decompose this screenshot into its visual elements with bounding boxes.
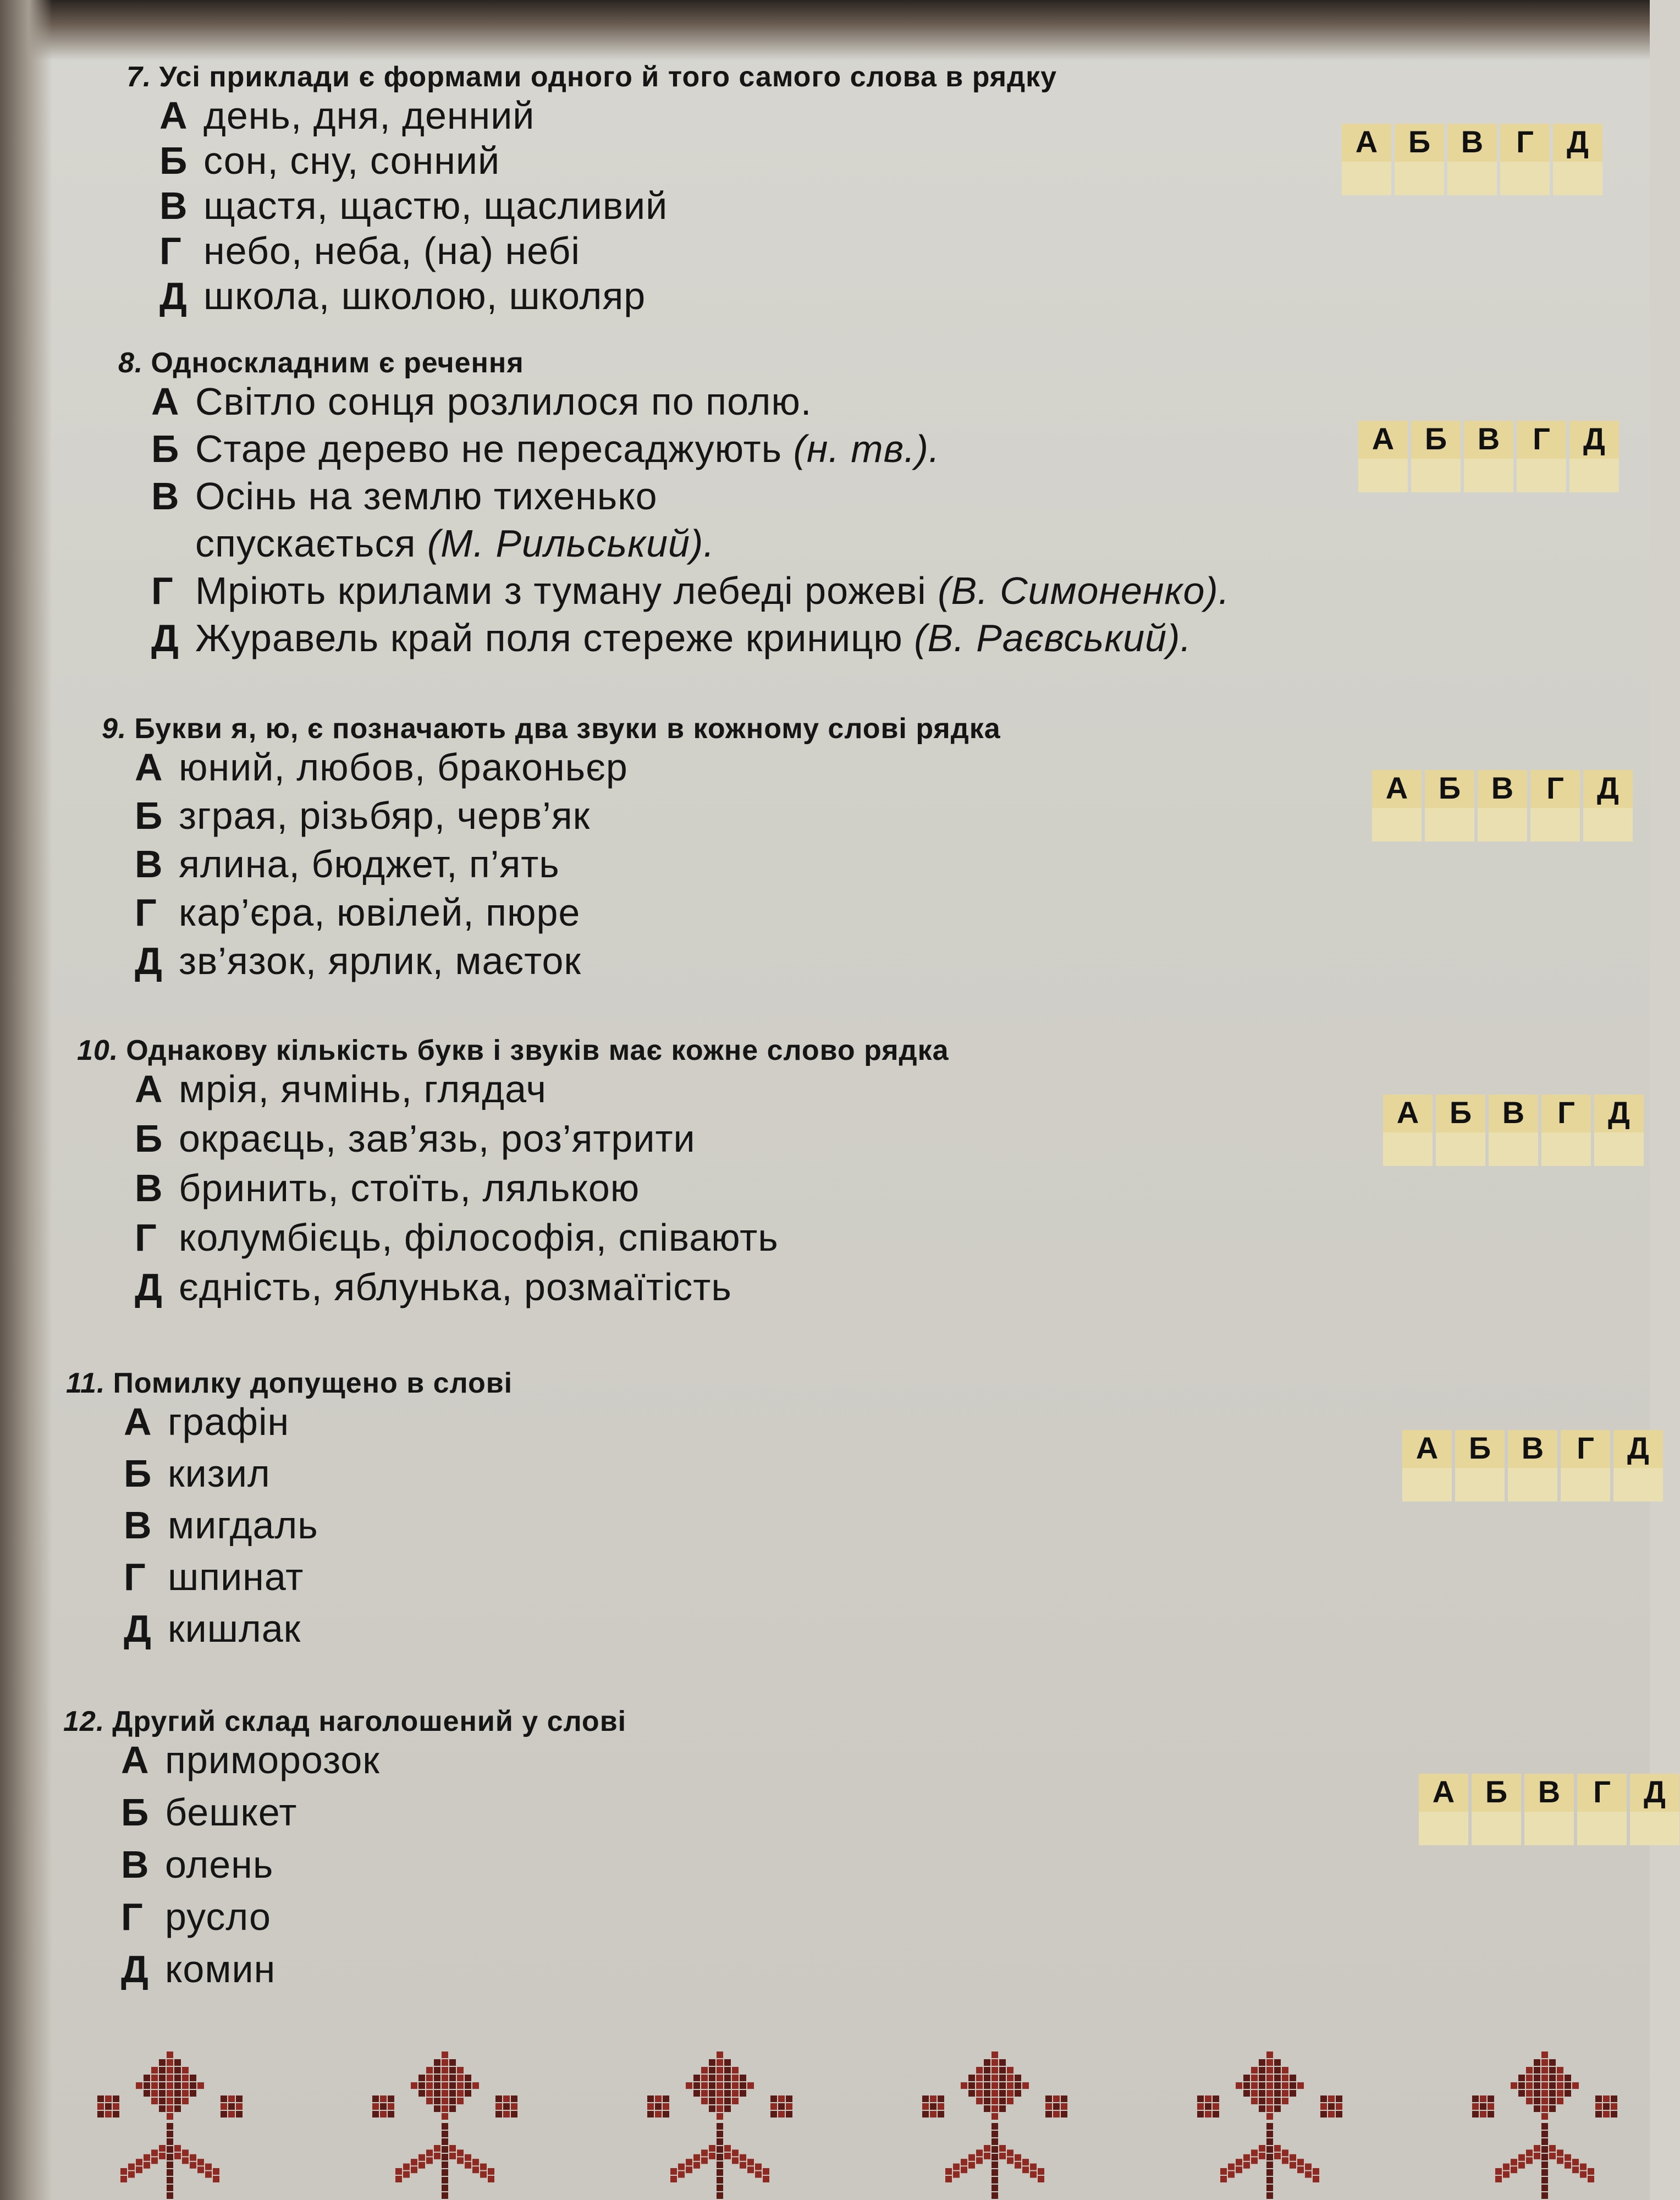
option-text: олень	[165, 1843, 274, 1886]
answer-cell-2[interactable]	[1425, 770, 1474, 842]
option-text: приморозок	[165, 1739, 380, 1781]
answer-cell-1[interactable]	[1419, 1774, 1468, 1845]
answer-cell-3[interactable]	[1489, 1094, 1538, 1166]
answer-checkbox[interactable]	[1342, 162, 1391, 195]
answer-cell-4[interactable]	[1541, 1094, 1591, 1166]
option-text: день, дня, денний	[203, 94, 535, 137]
answer-cell-letter: А	[1432, 1774, 1455, 1809]
answer-option[interactable]	[135, 939, 581, 983]
option-text: Мріють крилами з туману лебеді рожеві	[195, 569, 927, 612]
answer-cell-letter: В	[1461, 124, 1484, 159]
answer-option[interactable]	[151, 474, 658, 518]
option-letter: Б	[159, 139, 188, 182]
answer-cell-3[interactable]	[1478, 770, 1527, 842]
option-text: школа, школою, школяр	[203, 274, 646, 317]
answer-cell-letter: В	[1521, 1431, 1544, 1465]
answer-checkbox[interactable]	[1395, 162, 1444, 195]
answer-option[interactable]	[151, 521, 715, 565]
option-letter: Б	[121, 1791, 150, 1834]
option-letter: Г	[124, 1555, 146, 1598]
option-text: графін	[168, 1400, 290, 1443]
answer-cell-letter: Б	[1424, 421, 1447, 456]
ornament-flower	[1472, 2052, 1617, 2199]
answer-option[interactable]	[121, 1947, 276, 1991]
answer-cell-5[interactable]	[1553, 124, 1602, 195]
option-source: (В. Симоненко).	[926, 569, 1230, 612]
option-text: щастя, щастю, щасливий	[203, 184, 668, 227]
answer-checkbox[interactable]	[1541, 1132, 1591, 1166]
option-letter: В	[151, 475, 180, 518]
option-letter: Г	[135, 891, 157, 934]
answer-checkbox[interactable]	[1524, 1812, 1574, 1845]
option-letter: А	[135, 746, 163, 789]
answer-option[interactable]	[135, 794, 590, 838]
option-text: сон, сну, сонний	[203, 139, 500, 182]
option-text: шпинат	[168, 1555, 304, 1598]
answer-grid	[1342, 124, 1603, 195]
answer-option[interactable]	[159, 94, 535, 138]
option-letter: А	[151, 380, 180, 423]
option-text: кар’єра, ювілей, пюре	[179, 891, 581, 934]
option-letter: Д	[135, 1266, 163, 1308]
answer-cell-letter: Д	[1597, 771, 1619, 805]
answer-cell-letter: В	[1502, 1095, 1525, 1130]
option-letter: В	[135, 1167, 163, 1209]
answer-cell-letter: Г	[1577, 1431, 1594, 1465]
option-letter: В	[121, 1843, 150, 1886]
answer-cell-3[interactable]	[1464, 421, 1513, 492]
answer-cell-5[interactable]	[1583, 770, 1633, 842]
option-letter: Б	[124, 1452, 152, 1495]
answer-grid	[1372, 770, 1633, 842]
answer-checkbox[interactable]	[1425, 808, 1474, 842]
answer-cell-5[interactable]	[1630, 1774, 1679, 1845]
answer-cell-letter: Д	[1644, 1774, 1666, 1809]
option-text: Журавель край поля стереже криницю	[195, 617, 903, 659]
answer-cell-4[interactable]	[1517, 421, 1566, 492]
answer-cell-4[interactable]	[1530, 770, 1580, 842]
question-prompt	[126, 61, 1057, 94]
option-text: бешкет	[165, 1791, 298, 1834]
option-source: (н. тв.).	[782, 427, 940, 470]
option-letter: Б	[135, 1117, 163, 1160]
answer-cell-5[interactable]	[1569, 421, 1619, 492]
answer-cell-letter: А	[1385, 771, 1408, 805]
answer-checkbox[interactable]	[1630, 1812, 1679, 1845]
option-text: бринить, стоїть, лялькою	[179, 1167, 640, 1209]
answer-cell-2[interactable]	[1436, 1094, 1485, 1166]
question-text: Односкладним є речення	[151, 347, 524, 379]
question-number: 12.	[63, 1706, 105, 1737]
answer-option[interactable]	[135, 1116, 696, 1160]
option-text: комин	[165, 1948, 276, 1990]
answer-checkbox[interactable]	[1517, 459, 1566, 492]
answer-option[interactable]	[124, 1400, 289, 1444]
ornament-flower	[647, 2052, 792, 2199]
option-letter: Д	[124, 1607, 152, 1650]
answer-cell-letter: В	[1538, 1774, 1561, 1809]
answer-cell-2[interactable]	[1411, 421, 1461, 492]
answer-checkbox[interactable]	[1500, 162, 1550, 195]
answer-option[interactable]	[135, 890, 580, 934]
answer-checkbox[interactable]	[1472, 1812, 1521, 1845]
answer-option[interactable]	[124, 1607, 301, 1651]
answer-option[interactable]	[151, 427, 940, 471]
answer-grid	[1358, 421, 1620, 492]
option-text: Осінь на землю тихенько	[195, 475, 658, 518]
option-text: мрія, ячмінь, глядач	[179, 1068, 547, 1110]
page-top-shadow	[0, 0, 1650, 61]
option-source: (М. Рильський).	[416, 522, 715, 565]
answer-checkbox[interactable]	[1447, 162, 1497, 195]
option-letter: Б	[151, 427, 180, 470]
answer-option[interactable]	[135, 1216, 779, 1260]
question-number: 8.	[118, 347, 144, 379]
answer-cell-1[interactable]	[1358, 421, 1408, 492]
option-letter: Г	[135, 1216, 157, 1259]
question-text: Букви я, ю, є позначають два звуки в кожному слові рядка	[134, 713, 1001, 745]
answer-cell-4[interactable]	[1561, 1430, 1610, 1502]
answer-checkbox[interactable]	[1419, 1812, 1468, 1845]
answer-checkbox[interactable]	[1372, 808, 1422, 842]
answer-option[interactable]	[124, 1503, 318, 1547]
answer-cell-letter: А	[1371, 421, 1395, 456]
answer-cell-3[interactable]	[1447, 124, 1497, 195]
answer-option[interactable]	[121, 1738, 380, 1782]
option-letter: Д	[159, 274, 188, 317]
answer-checkbox[interactable]	[1553, 162, 1602, 195]
answer-option[interactable]	[159, 274, 646, 318]
answer-cell-letter: Д	[1567, 124, 1589, 159]
book-spine-shadow	[0, 0, 52, 2200]
answer-cell-letter: Г	[1516, 124, 1534, 159]
answer-cell-1[interactable]	[1383, 1094, 1433, 1166]
question-text: Однакову кількість букв і звуків має кожне слово рядка	[126, 1035, 949, 1066]
option-letter: Б	[135, 794, 163, 837]
answer-checkbox[interactable]	[1508, 1468, 1557, 1502]
option-letter: А	[135, 1068, 163, 1110]
option-letter: В	[159, 184, 188, 227]
answer-option[interactable]	[135, 1166, 640, 1210]
answer-checkbox[interactable]	[1530, 808, 1580, 842]
answer-cell-letter: Б	[1408, 124, 1431, 159]
question-number: 7.	[126, 61, 152, 93]
answer-checkbox[interactable]	[1436, 1132, 1485, 1166]
answer-cell-1[interactable]	[1372, 770, 1422, 842]
option-text: Світло сонця розлилося по полю.	[195, 380, 812, 423]
question-number: 10.	[77, 1035, 119, 1066]
ornament-flower	[372, 2052, 517, 2199]
answer-cell-letter: Д	[1583, 421, 1605, 456]
answer-checkbox[interactable]	[1569, 459, 1619, 492]
question-number: 9.	[102, 713, 127, 745]
option-letter: Д	[151, 617, 179, 659]
option-text: спускається	[195, 522, 416, 565]
answer-checkbox[interactable]	[1478, 808, 1527, 842]
answer-option[interactable]	[135, 1067, 547, 1111]
option-letter: Г	[159, 229, 182, 272]
answer-cell-4[interactable]	[1577, 1774, 1627, 1845]
question-prompt	[102, 712, 1001, 745]
answer-cell-letter: Б	[1449, 1095, 1472, 1130]
answer-grid	[1402, 1430, 1664, 1502]
answer-option[interactable]	[151, 569, 1230, 613]
option-letter: В	[124, 1504, 152, 1547]
answer-cell-letter: В	[1491, 771, 1514, 805]
answer-checkbox[interactable]	[1411, 459, 1461, 492]
answer-checkbox[interactable]	[1464, 459, 1513, 492]
answer-option[interactable]	[121, 1790, 297, 1834]
option-text: кизил	[168, 1452, 271, 1495]
answer-cell-letter: Б	[1438, 771, 1461, 805]
answer-cell-5[interactable]	[1613, 1430, 1663, 1502]
option-text: юний, любов, браконьєр	[179, 746, 628, 789]
option-letter: Г	[121, 1895, 144, 1938]
answer-checkbox[interactable]	[1613, 1468, 1663, 1502]
option-text: мигдаль	[168, 1504, 318, 1547]
answer-cell-1[interactable]	[1342, 124, 1391, 195]
question-text: Другий склад наголошений у слові	[112, 1706, 627, 1737]
ornament-flower	[1197, 2052, 1342, 2199]
answer-cell-letter: В	[1477, 421, 1500, 456]
answer-cell-3[interactable]	[1508, 1430, 1557, 1502]
answer-checkbox[interactable]	[1577, 1812, 1627, 1845]
answer-cell-2[interactable]	[1395, 124, 1444, 195]
answer-checkbox[interactable]	[1402, 1468, 1452, 1502]
answer-grid	[1383, 1094, 1644, 1166]
answer-cell-letter: Д	[1627, 1431, 1649, 1465]
answer-checkbox[interactable]	[1455, 1468, 1505, 1502]
question-prompt	[66, 1367, 513, 1400]
embroidery-ornament-border	[0, 2035, 1650, 2200]
option-source: (В. Раєвський).	[902, 617, 1192, 659]
option-text: окраєць, зав’язь, роз’ятрити	[179, 1117, 696, 1160]
question-prompt	[77, 1034, 949, 1067]
answer-cell-letter: А	[1355, 124, 1378, 159]
answer-cell-letter: Б	[1485, 1774, 1508, 1809]
option-letter: Д	[135, 939, 163, 982]
question-prompt	[118, 346, 524, 380]
answer-option[interactable]	[135, 745, 628, 789]
option-letter: В	[135, 843, 163, 886]
answer-cell-2[interactable]	[1455, 1430, 1505, 1502]
answer-checkbox[interactable]	[1561, 1468, 1610, 1502]
answer-checkbox[interactable]	[1383, 1132, 1433, 1166]
ornament-flower	[97, 2052, 243, 2199]
option-text: єдність, яблунька, розмаїтість	[179, 1266, 732, 1308]
option-letter: Д	[121, 1948, 149, 1990]
question-text: Усі приклади є формами одного й того самого слова в рядку	[159, 61, 1057, 93]
answer-cell-letter: Г	[1533, 421, 1550, 456]
option-text: небо, неба, (на) небі	[203, 229, 580, 272]
answer-cell-2[interactable]	[1472, 1774, 1521, 1845]
option-letter: А	[124, 1400, 152, 1443]
answer-option[interactable]	[124, 1451, 271, 1495]
answer-checkbox[interactable]	[1358, 459, 1408, 492]
answer-option[interactable]	[124, 1555, 304, 1599]
option-text: кишлак	[168, 1607, 301, 1650]
option-letter: А	[121, 1739, 150, 1781]
answer-cell-3[interactable]	[1524, 1774, 1574, 1845]
answer-option[interactable]	[135, 842, 560, 886]
option-text: Старе дерево не пересаджують	[195, 427, 783, 470]
answer-cell-letter: А	[1396, 1095, 1419, 1130]
answer-cell-letter: Д	[1608, 1095, 1630, 1130]
question-number: 11.	[66, 1367, 106, 1399]
answer-checkbox[interactable]	[1594, 1132, 1644, 1166]
answer-cell-letter: Г	[1546, 771, 1564, 805]
answer-cell-letter: Б	[1468, 1431, 1491, 1465]
answer-checkbox[interactable]	[1583, 808, 1633, 842]
answer-cell-letter: Г	[1593, 1774, 1611, 1809]
question-text: Помилку допущено в слові	[113, 1367, 513, 1399]
option-letter: Г	[151, 569, 174, 612]
answer-option[interactable]	[159, 139, 500, 183]
answer-option[interactable]	[159, 229, 580, 273]
answer-option[interactable]	[121, 1843, 273, 1887]
option-text: колумбієць, філософія, співають	[179, 1216, 779, 1259]
question-prompt	[63, 1705, 626, 1738]
option-letter: А	[159, 94, 188, 137]
answer-option[interactable]	[151, 616, 1192, 660]
answer-cell-5[interactable]	[1594, 1094, 1644, 1166]
answer-grid	[1419, 1774, 1680, 1845]
answer-option[interactable]	[151, 380, 812, 424]
option-text: зв’язок, ярлик, маєток	[179, 939, 582, 982]
option-text: русло	[165, 1895, 271, 1938]
answer-checkbox[interactable]	[1489, 1132, 1538, 1166]
ornament-flower	[922, 2052, 1067, 2199]
answer-cell-letter: Г	[1557, 1095, 1575, 1130]
answer-option[interactable]	[159, 184, 668, 228]
answer-cell-4[interactable]	[1500, 124, 1550, 195]
option-text: ялина, бюджет, п’ять	[179, 843, 560, 886]
answer-option[interactable]	[135, 1265, 732, 1309]
answer-cell-letter: А	[1415, 1431, 1439, 1465]
option-text: зграя, різьбяр, черв’як	[179, 794, 591, 837]
answer-option[interactable]	[121, 1895, 271, 1939]
answer-cell-1[interactable]	[1402, 1430, 1452, 1502]
